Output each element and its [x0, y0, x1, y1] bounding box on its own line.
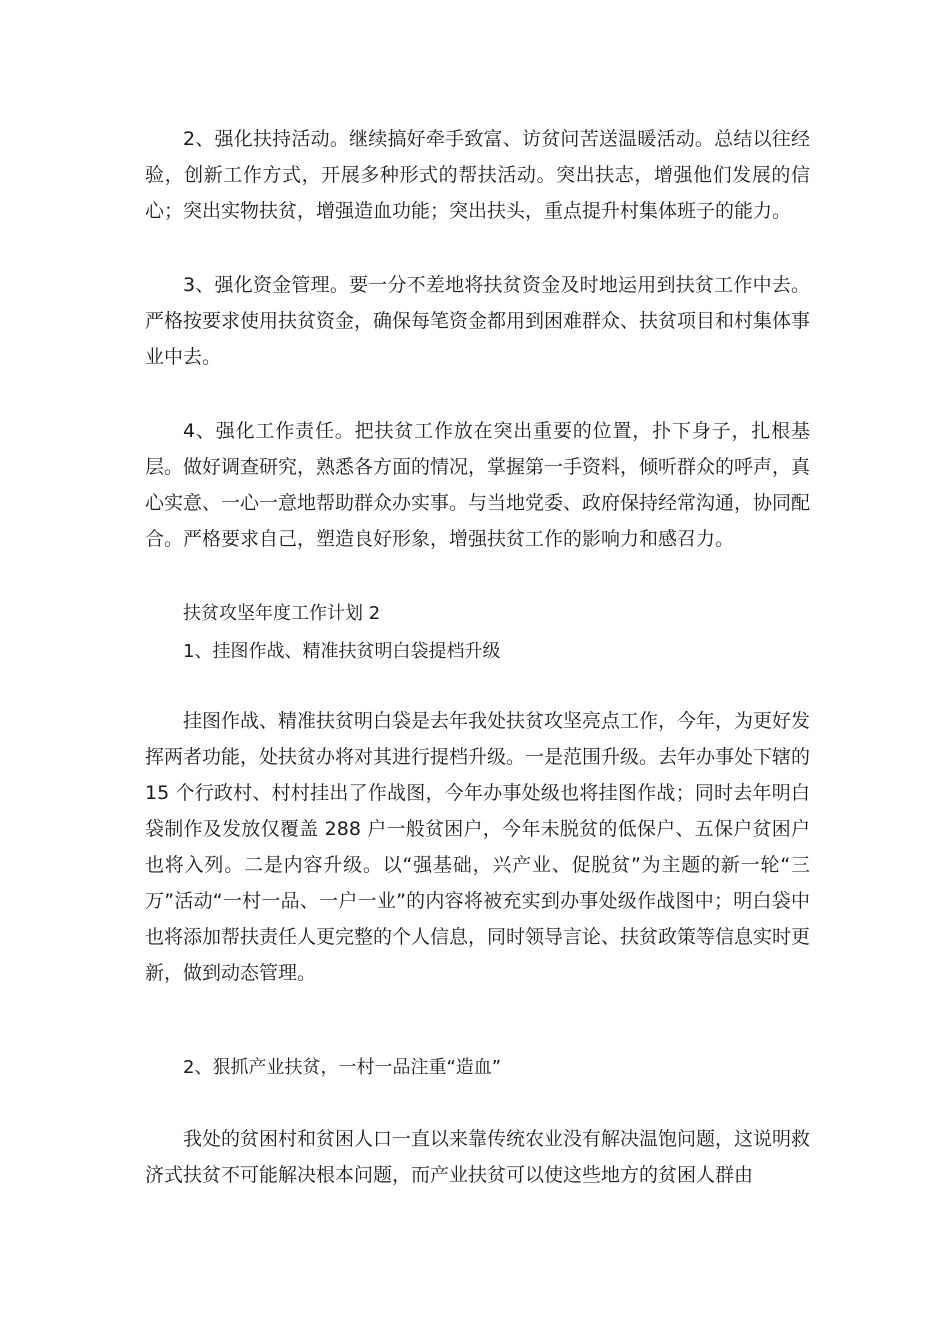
paragraph-work-responsibility: 4、强化工作责任。把扶贫工作放在突出重要的位置，扑下身子，扎根基层。做好调查研究，熟悉各方面的情况，掌握第一手资料，倾听群众的呼声，真心实意、一心一意地帮助群众办实事。与当地党委、政府保持经常沟通，协同配合。严格要求自己，塑造良好形象，增强扶贫工作的影响力和感召力。	[145, 420, 811, 550]
heading-industry-poverty: 2、狠抓产业扶贫，一村一品注重“造血”	[183, 1057, 502, 1078]
section-title-plan-2: 扶贫攻坚年度工作计划 2	[183, 603, 381, 624]
paragraph-support-activities: 2、强化扶持活动。继续搞好牵手致富、访贫问苦送温暖活动。总结以往经验，创新工作方式，开展多种形式的帮扶活动。突出扶志，增强他们发展的信心；突出实物扶贫，增强造血功能；突出扶头，重点提升村集体班子的能力。	[145, 128, 810, 222]
heading-map-battle: 1、挂图作战、精准扶贫明白袋提档升级	[183, 641, 501, 662]
paragraph-fund-management: 3、强化资金管理。要一分不差地将扶贫资金及时地运用到扶贫工作中去。严格按要求使用扶贫资金，确保每笔资金都用到困难群众、扶贫项目和村集体事业中去。	[145, 274, 811, 368]
paragraph-industry-poverty: 我处的贫困村和贫困人口一直以来靠传统农业没有解决温饱问题，这说明救济式扶贫不可能解决根本问题，而产业扶贫可以使这些地方的贫困人群由	[145, 1128, 811, 1186]
paragraph-map-battle-upgrade: 挂图作战、精准扶贫明白袋是去年我处扶贫攻坚亮点工作，今年，为更好发挥两者功能，处扶贫办将对其进行提档升级。一是范围升级。去年办事处下辖的 15 个行政村、村村挂出了作战图，今年办事处级也将挂图作战；同时去年明白袋制作及发放仅覆盖 288 户一般贫困户，今年未脱贫的低保户、五保户贫困户也将入列。二是内容升级。以“强基础，兴产业、促脱贫”为主题的新一轮“三万”活动“一村一品、一户一业”的内容将被充实到办事处级作战图中；明白袋中也将添加帮扶责任人更完整的个人信息，同时领导言论、扶贫政策等信息实时更新，做到动态管理。	[145, 710, 811, 984]
